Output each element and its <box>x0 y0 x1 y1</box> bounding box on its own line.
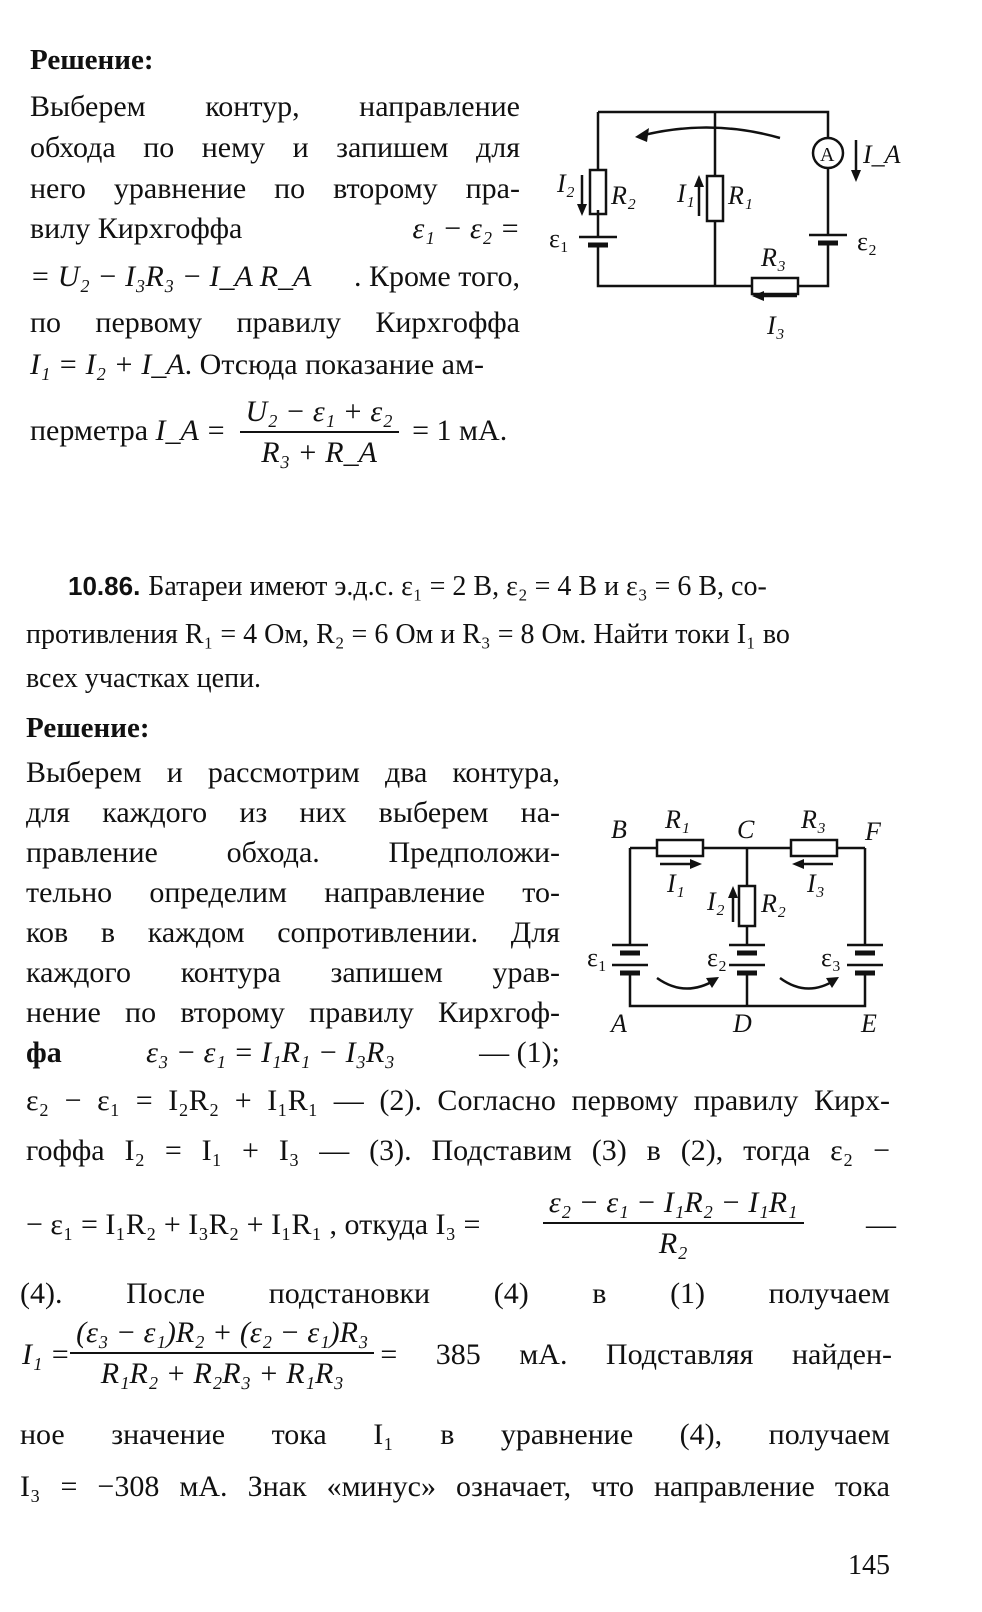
label-r3: R₃ <box>801 805 826 834</box>
solution2-line-13-text: = 385 мА. Подставляя найден- <box>380 1337 892 1371</box>
page-number: 145 <box>848 1550 890 1581</box>
solution-heading-1: Решение: <box>30 44 154 76</box>
solution2-line-1: Выберем и рассмотрим два контура, <box>26 756 560 789</box>
label-i2: I₂ <box>557 169 575 198</box>
node-d: D <box>733 1009 752 1038</box>
solution2-line-4: тельно определим направление то- <box>26 876 560 909</box>
i3-fraction-numerator: ε₂ − ε₁ − I₁R₂ − I₁R₁ <box>543 1184 804 1224</box>
solution-heading-2: Решение: <box>26 712 150 744</box>
solution1-line-5-text: . Кроме того, <box>353 260 520 293</box>
solution1-line-3: него уравнение по второму пра- <box>30 172 520 205</box>
solution2-line-13-lhs: I₁ = <box>22 1337 71 1371</box>
resistor-r1 <box>657 840 703 856</box>
solution2-line-8-text: фа <box>26 1036 62 1069</box>
solution1-line-2: обхода по нему и запишем для <box>30 131 520 164</box>
label-i3: I₃ <box>767 311 785 340</box>
solution1-line-5-eq: = U₂ − I₃R₃ − I_A R_A <box>30 260 312 293</box>
problem-number: 10.86. <box>68 571 141 601</box>
circuit-diagram-1 <box>545 100 905 350</box>
solution2-line-14: ное значение тока I₁ в уравнение (4), получаем <box>20 1418 890 1451</box>
label-i2: I₂ <box>707 887 725 916</box>
ammeter-fraction-denominator: R₃ + R_A <box>261 436 377 469</box>
label-ia: I_A <box>863 140 901 169</box>
solution1-line-1: Выберем контур, направление <box>30 90 520 123</box>
solution1-line-6: по первому правилу Кирхгоффа <box>30 306 520 339</box>
resistor-r2 <box>590 170 606 214</box>
solution2-line-10: гоффа I₂ = I₁ + I₃ — (3). Подставим (3) в (2), тогда ε₂ − <box>26 1134 890 1167</box>
loop-arrow-1 <box>657 978 715 989</box>
resistor-r1 <box>707 176 723 221</box>
label-eps3: ε₃ <box>821 943 841 972</box>
resistor-r3 <box>752 278 798 294</box>
node-e: E <box>861 1009 877 1038</box>
equation-1: ε₃ − ε₁ = I₁R₁ − I₃R₃ <box>146 1036 395 1069</box>
problem-line-3: всех участках цепи. <box>26 663 262 694</box>
solution1-line-7-text: . Отсюда показание ам- <box>184 348 484 381</box>
ammeter-fraction <box>240 393 399 473</box>
i1-fraction <box>70 1314 374 1394</box>
node-f: F <box>865 817 881 846</box>
label-eps1: ε₁ <box>587 943 607 972</box>
i1-fraction-numerator: (ε₃ − ε₁)R₂ + (ε₂ − ε₁)R₃ <box>70 1314 374 1354</box>
solution2-line-7: нение по второму правилу Кирхгоф- <box>26 996 560 1029</box>
label-r1: R₁ <box>728 181 753 210</box>
solution2-line-11-eq: − ε₁ = I₁R₂ + I₃R₂ + I₁R₁ , откуда I₃ = <box>26 1207 481 1241</box>
label-i3: I₃ <box>807 869 825 898</box>
loop-arrow-2 <box>780 978 835 989</box>
solution2-line-12: (4). После подстановки (4) в (1) получаем <box>20 1277 890 1310</box>
solution2-line-5: ков в каждом сопротивлении. Для <box>26 916 560 949</box>
problem-line-2: противления R₁ = 4 Ом, R₂ = 6 Ом и R₃ = 8 Ом. Найти токи I₁ во <box>26 619 790 650</box>
label-i1: I₁ <box>667 869 685 898</box>
label-eps1: ε₁ <box>549 224 569 253</box>
resistor-r2 <box>739 886 755 926</box>
loop-direction-arrow <box>640 127 780 138</box>
solution1-line-4-eq: ε₁ − ε₂ = <box>412 212 520 245</box>
label-ammeter: A <box>820 144 835 166</box>
solution2-line-6: каждого контура запишем урав- <box>26 956 560 989</box>
node-b: B <box>611 815 627 844</box>
solution2-line-3: правление обхода. Предположи- <box>26 836 560 869</box>
solution1-line-8-text: перметра <box>30 413 149 447</box>
label-eps2: ε₂ <box>707 943 727 972</box>
label-r1: R₁ <box>665 805 690 834</box>
ammeter-fraction-numerator: U₂ − ε₁ + ε₂ <box>240 393 399 433</box>
solution1-line-8-result: = 1 мА. <box>412 413 508 447</box>
solution1-line-7-eq: I₁ = I₂ + I_A <box>30 348 185 381</box>
label-i1: I₁ <box>677 179 695 208</box>
solution2-line-2: для каждого из них выберем на- <box>26 796 560 829</box>
node-a: A <box>611 1009 627 1038</box>
solution2-line-9: ε₂ − ε₁ = I₂R₂ + I₁R₁ — (2). Согласно первому правилу Кирх- <box>26 1084 890 1117</box>
solution2-line-15: I₃ = −308 мА. Знак «минус» означает, что направление тока <box>20 1470 890 1503</box>
label-eps2: ε₂ <box>857 227 877 256</box>
i3-fraction-denominator: R₂ <box>658 1227 688 1260</box>
label-r2: R₂ <box>611 181 636 210</box>
node-c: C <box>737 815 755 844</box>
equation-1-ref: — (1); <box>479 1036 560 1069</box>
problem-line-1: Батареи имеют э.д.с. ε₁ = 2 В, ε₂ = 4 В и ε₃ = 6 В, со- <box>148 571 767 602</box>
label-r3: R₃ <box>761 243 786 272</box>
i3-fraction <box>543 1184 804 1264</box>
circuit-diagram-2 <box>575 800 905 1040</box>
resistor-r3 <box>791 840 837 856</box>
label-r2: R₂ <box>761 889 786 918</box>
solution1-line-4-text: вилу Кирхгоффа <box>30 212 243 245</box>
solution1-line-8-lhs: I_A = <box>155 413 227 447</box>
solution2-line-11-ref: — <box>865 1207 896 1241</box>
i1-fraction-denominator: R₁R₂ + R₂R₃ + R₁R₃ <box>100 1357 344 1390</box>
